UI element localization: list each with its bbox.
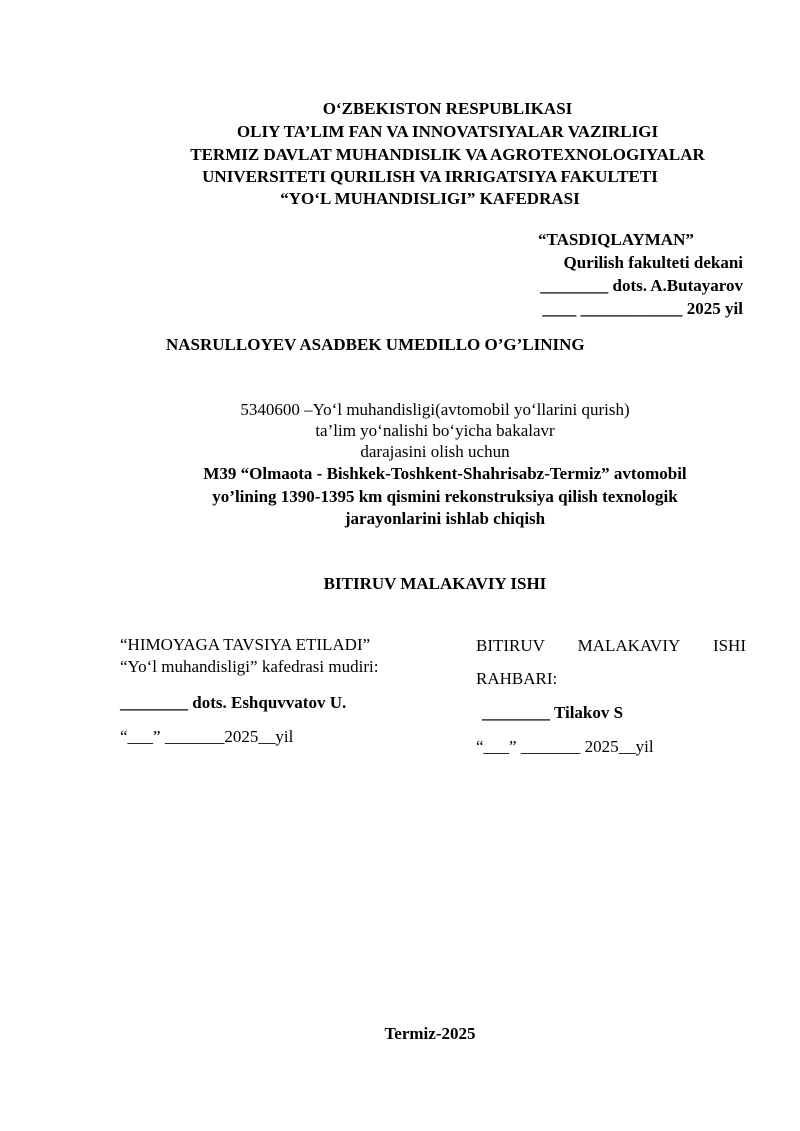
header-country: O‘ZBEKISTON RESPUBLIKASI xyxy=(322,99,573,118)
header-department: “YO‘L MUHANDISLIGI” KAFEDRASI xyxy=(280,189,580,208)
defense-position: “Yo‘l muhandisligi” kafedrasi mudiri: xyxy=(120,657,379,676)
supervisor-block xyxy=(476,634,748,758)
topic-line-3: jarayonlarini ishlab chiqish xyxy=(344,509,546,528)
supervisor-title-line xyxy=(476,634,746,658)
defense-signer: ________ dots. Eshquvvatov U. xyxy=(120,693,347,712)
defense-block xyxy=(120,634,430,748)
supervisor-date: “___” _______ 2025__yil xyxy=(476,737,654,756)
defense-date: “___” _______2025__yil xyxy=(120,727,294,746)
approval-date: ____ ____________ 2025 yil xyxy=(542,299,743,318)
approval-block xyxy=(500,228,743,320)
supervisor-title-line-2: RAHBARI: xyxy=(476,669,558,688)
topic-line-1: M39 “Olmaota - Bishkek-Toshkent-Shahrisabz-Termiz” avtomobil xyxy=(203,464,687,483)
supervisor-title-word-2: MALAKAVIY xyxy=(577,636,681,655)
topic-line-2: yo’lining 1390-1395 km qismini rekonstruksiya qilish texnologik xyxy=(212,487,678,506)
supervisor-title-word-1: BITIRUV xyxy=(476,636,545,655)
header-ministry: OLIY TA’LIM FAN VA INNOVATSIYALAR VAZIRLIGI xyxy=(236,122,659,141)
header-university: TERMIZ DAVLAT MUHANDISLIK VA AGROTEXNOLOGIYALAR xyxy=(190,145,705,164)
program-line-2: ta’lim yo‘nalishi bo‘yicha bakalavr xyxy=(315,421,555,440)
program-line-1: 5340600 –Yo‘l muhandisligi(avtomobil yo‘llarini qurish) xyxy=(240,400,630,419)
header-faculty: UNIVERSITETI QURILISH VA IRRIGATSIYA FAKULTETI xyxy=(202,167,658,186)
student-name: NASRULLOYEV ASADBEK UMEDILLO O’G’LINING xyxy=(166,335,585,354)
approval-title: “TASDIQLAYMAN” xyxy=(538,230,694,249)
supervisor-title-word-3: ISHI xyxy=(712,636,746,655)
approval-position: Qurilish fakulteti dekani xyxy=(563,253,743,272)
supervisor-signer: ________ Tilakov S xyxy=(482,703,624,722)
work-type-title: BITIRUV MALAKAVIY ISHI xyxy=(323,574,547,593)
footer-city-year: Termiz-2025 xyxy=(384,1024,476,1043)
program-line-3: darajasini olish uchun xyxy=(360,442,510,461)
defense-title: “HIMOYAGA TAVSIYA ETILADI” xyxy=(120,635,371,654)
approval-signer: ________ dots. A.Butayarov xyxy=(540,276,743,295)
